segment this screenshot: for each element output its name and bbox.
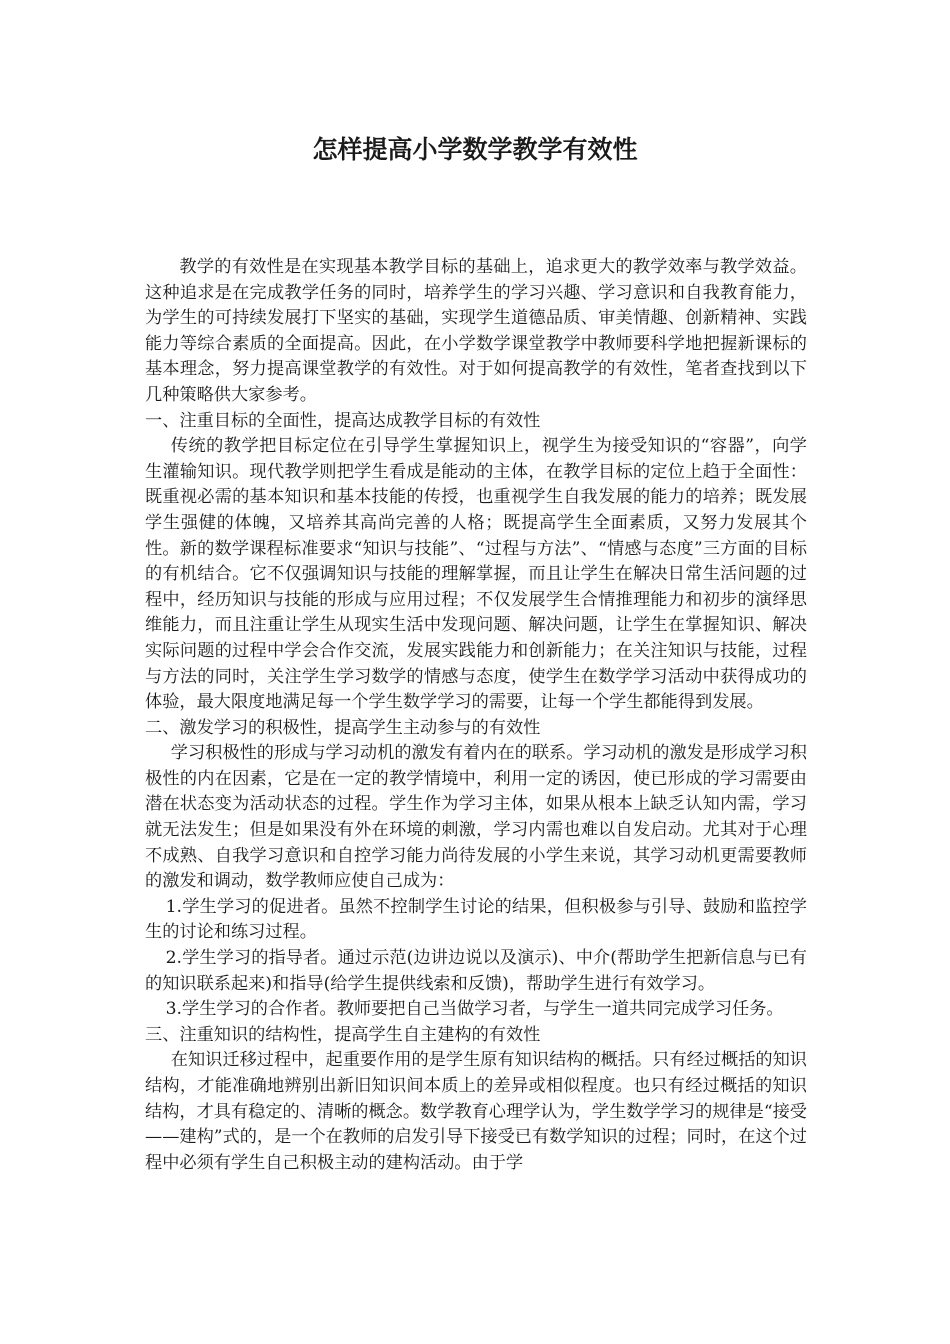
section-heading-1: 一、注重目标的全面性，提高达成教学目标的有效性 [145,410,541,431]
list-item-2: 2.学生学习的指导者。通过示范(边讲边说以及演示)、中介(帮助学生把新信息与已有的知识联系起来)和指导(给学生提供线索和反馈)，帮助学生进行有效学习。 [145,948,807,994]
section-2-paragraph: 学习积极性的形成与学习动机的激发有着内在的联系。学习动机的激发是形成学习积极性的内在因素，它是在一定的教学情境中，利用一定的诱因，使已形成的学习需要由潜在状态变为活动状态的过程。学生作为学习主体，如果从根本上缺乏认知内需，学习就无法发生；但是如果没有外在环境的刺激，学习内需也难以自发启动。尤其对于心理不成熟、自我学习意识和自控学习能力尚待发展的小学生来说，其学习动机更需要教师的激发和调动，数学教师应使自己成为： [145,743,807,892]
list-item-3: 3.学生学习的合作者。教师要把自己当做学习者，与学生一道共同完成学习任务。 [165,999,784,1020]
document-body [145,255,807,1176]
document-title: 怎样提高小学数学教学有效性 [312,135,638,164]
section-heading-3: 三、注重知识的结构性，提高学生自主建构的有效性 [145,1024,541,1045]
intro-paragraph: 教学的有效性是在实现基本教学目标的基础上，追求更大的教学效率与教学效益。这种追求是在完成教学任务的同时，培养学生的学习兴趣、学习意识和自我教育能力，为学生的可持续发展打下坚实的基础，实现学生道德品质、审美情趣、创新精神、实践能力等综合素质的全面提高。因此，在小学数学课堂教学中教师要科学地把握新课标的基本理念，努力提高课堂教学的有效性。对于如何提高教学的有效性，笔者查找到以下几种策略供大家参考。 [145,257,807,405]
list-item-1: 1.学生学习的促进者。虽然不控制学生讨论的结果，但积极参与引导、鼓励和监控学生的讨论和练习过程。 [145,896,807,943]
section-1-paragraph: 传统的教学把目标定位在引导学生掌握知识上，视学生为接受知识的“容器”，向学生灌输知识。现代教学则把学生看成是能动的主体，在教学目标的定位上趋于全面性：既重视必需的基本知识和基本技能的传授，也重视学生自我发展的能力的培养；既发展学生强健的体魄，又培养其高尚完善的人格；既提高学生全面素质，又努力发展其个性。新的数学课程标准要求“知识与技能”、“过程与方法”、“情感与态度”三方面的目标的有机结合。它不仅强调知识与技能的理解掌握，而且让学生在解决日常生活问题的过程中，经历知识与技能的形成与应用过程；不仅发展学生合情推理能力和初步的演绎思维能力，而且注重让学生从现实生活中发现问题、解决问题，让学生在掌握知识、解决实际问题的过程中学会合作交流，发展实践能力和创新能力；在关注知识与技能，过程与方法的同时，关注学生学习数学的情感与态度，使学生在数学学习活动中获得成功的体验，最大限度地满足每一个学生数学学习的需要，让每一个学生都能得到发展。 [145,436,807,713]
section-3-paragraph: 在知识迁移过程中，起重要作用的是学生原有知识结构的概括。只有经过概括的知识结构，才能准确地辨别出新旧知识间本质上的差异或相似程度。也只有经过概括的知识结构，才具有稳定的、清晰的概念。数学教育心理学认为，学生数学学习的规律是“接受——建构”式的，是一个在教师的启发引导下接受已有数学知识的过程；同时，在这个过程中必须有学生自己积极主动的建构活动。由于学 [145,1050,807,1173]
section-heading-2: 二、激发学习的积极性，提高学生主动参与的有效性 [145,717,541,738]
